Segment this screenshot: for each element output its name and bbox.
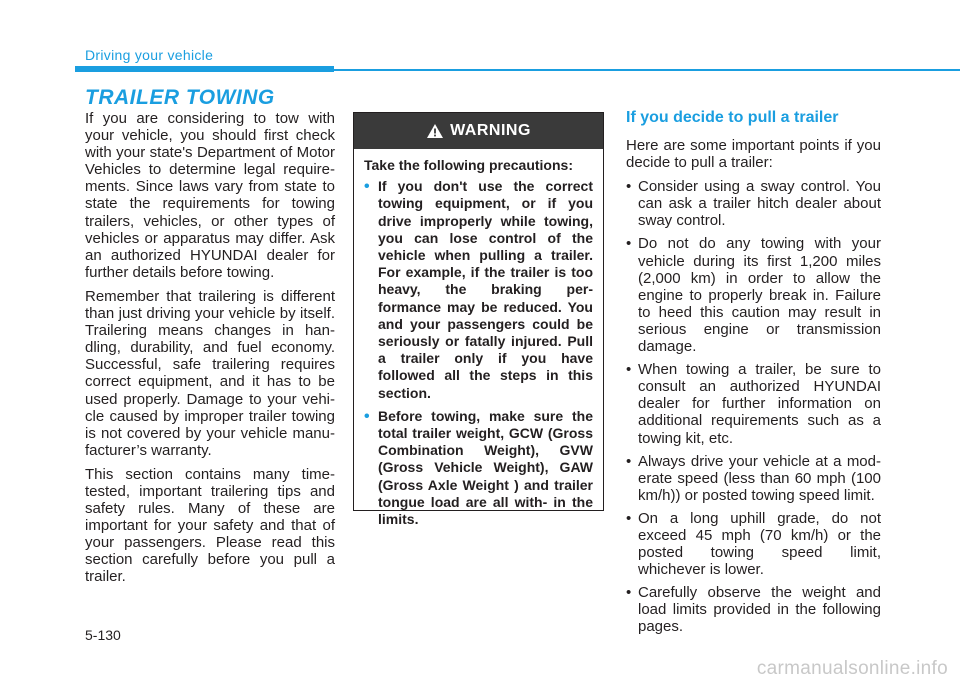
warning-box xyxy=(353,112,604,528)
warning-header xyxy=(354,113,603,149)
header-section-label: Driving your vehicle xyxy=(85,47,214,63)
right-column xyxy=(626,137,881,642)
left-paragraph-3: This section contains many time- tested, important trailering tips and safety rules. Many of these are important for your safety and that of your passengers. Please read this section carefully before you pull a trailer. xyxy=(85,465,335,586)
warning-label: WARNING xyxy=(450,122,531,139)
warning-item-2: • Before towing, make sure the total trailer weight, GCW (Gross Combination Weight), GVW (Gross Vehicle Weight), GAW (Gross Axle Weight ) and trailer tongue load are all with- in the limits. xyxy=(364,408,593,528)
right-bullet-2: • Do not do any towing with your vehicle during its first 1,200 miles (2,000 km) in order to allow the engine to properly break in. Failure to heed this caution may result in serious engine or transmission damage. xyxy=(626,235,881,355)
left-paragraph-1: If you are considering to tow with your vehicle, you should first check with your state's Department of Motor Vehicles to determine legal require- ments. Since laws vary from state to state the requirements for towing trailers, vehicles, or other types of vehicles or apparatus may differ. Ask an authorized HYUNDAI dealer for further details before towing. xyxy=(85,110,335,281)
warning-list xyxy=(364,178,593,528)
right-bullet-5: • On a long uphill grade, do not exceed 45 mph (70 km/h) or the posted towing speed limit, whichever is lower. xyxy=(626,510,881,578)
right-bullet-4: • Always drive your vehicle at a mod- erate speed (less than 60 mph (100 km/h)) or posted towing speed limit. xyxy=(626,453,881,504)
right-bullet-list xyxy=(626,178,881,635)
right-subtitle: If you decide to pull a trailer xyxy=(626,109,839,126)
header-rule-thick xyxy=(75,66,334,72)
right-intro: Here are some important points if you decide to pull a trailer: xyxy=(626,137,881,172)
right-bullet-3: • When towing a trailer, be sure to consult an authorized HYUNDAI dealer for further information on additional requirements such as a towing kit, etc. xyxy=(626,361,881,446)
right-bullet-6: • Carefully observe the weight and load limits provided in the following pages. xyxy=(626,584,881,635)
left-column xyxy=(85,110,335,593)
watermark-text: carmanualsonline.info xyxy=(756,658,948,679)
warning-body xyxy=(354,149,603,528)
right-bullet-1: • Consider using a sway control. You can ask a trailer hitch dealer about sway control. xyxy=(626,178,881,229)
warning-intro: Take the following precautions: xyxy=(364,157,573,173)
page-number: 5-130 xyxy=(85,627,121,643)
section-title: TRAILER TOWING xyxy=(85,86,275,109)
left-paragraph-2: Remember that trailering is different than just driving your vehicle by itself. Trailering means changes in han- dling, durability, and fuel economy. Successful, safe trailering requires correct equipment, and it has to be used properly. Damage to your vehi- cle caused by improper trailer towing is not covered by your vehicle manu- facturer’s warranty. xyxy=(85,287,335,459)
warning-triangle-icon xyxy=(426,123,444,139)
header-rule-thin xyxy=(334,69,960,71)
warning-item-1: • If you don't use the correct towing equipment, or if you drive improperly while towing, you can lose control of the vehicle when pulling a trailer. For example, if the trailer is too heavy, the braking per- formance may be reduced. You and your passengers could be seriously or fatally injured. Pull a trailer only if you have followed all the steps in this section. xyxy=(364,178,593,402)
